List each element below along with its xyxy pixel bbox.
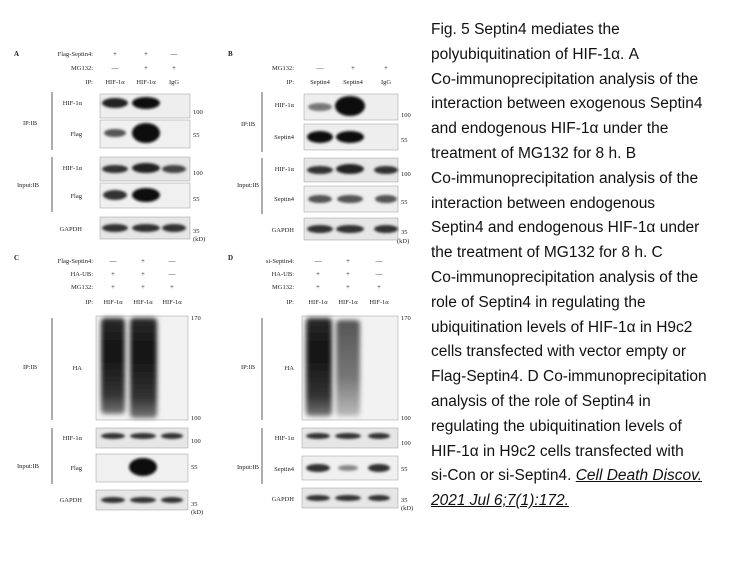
panel-d-ip-group-label: IP:IB <box>240 364 256 371</box>
panel-a-mw-marker: 55 <box>193 196 200 203</box>
panel-a-ip-label: IP: <box>85 79 93 86</box>
panel-b-band <box>374 166 398 174</box>
panel-b-ip-lane-3: IgG <box>380 79 392 86</box>
panel-d-letter: D <box>228 254 234 262</box>
panel-a-ip-group-label: IP:IB <box>22 120 38 127</box>
caption-line: Flag-Septin4. D Co-immunoprecipitation <box>431 368 707 386</box>
panel-d-blot-label: GAPDH <box>271 496 294 503</box>
panel-a-kd-unit: (kD) <box>193 236 206 243</box>
caption-line: Septin4 and endogenous HIF-1α under <box>431 219 700 237</box>
panel-d-band <box>368 495 390 501</box>
panel-c-ip-group-label: IP:IB <box>22 364 38 371</box>
panel-d-smear <box>306 318 332 416</box>
panel-d-cond-1-label: si-Septin4: <box>265 258 294 265</box>
panel-a <box>14 50 205 243</box>
panel-a-blot-label: HIF-1α <box>62 165 82 172</box>
panel-b-band <box>336 225 364 233</box>
panel-c-cond-1-sign-1: — <box>109 257 117 265</box>
panel-b-ip-group-label: IP:IB <box>240 121 256 128</box>
panel-b-band <box>307 225 333 233</box>
panel-a-band <box>103 190 127 200</box>
citation-link[interactable]: Cell Death Discov. <box>575 467 703 485</box>
panel-b-ip-label: IP: <box>286 79 294 86</box>
panel-d-cond-2-sign-2: + <box>346 270 350 278</box>
panel-b-band <box>308 195 332 203</box>
panel-c-blot-label: GAPDH <box>59 497 82 504</box>
panel-a-input-group-label: Input:IB <box>16 182 40 189</box>
panel-c-band <box>130 497 156 503</box>
panel-b-cond-1-sign-1: — <box>316 64 324 72</box>
panel-b-band <box>308 103 332 111</box>
panel-d-band <box>306 433 330 439</box>
panel-c-band <box>161 433 183 439</box>
panel-d-smear <box>336 320 360 416</box>
panel-c-cond-2-label: HA-UB: <box>70 271 93 278</box>
panel-a-band <box>162 224 186 232</box>
panel-b-input-group-label: Input:IB <box>236 182 260 189</box>
panel-d-mw-marker: 100 <box>401 440 411 447</box>
panel-d-cond-2-sign-3: — <box>375 270 383 278</box>
panel-d-blot-label: HA <box>284 365 294 372</box>
panel-a-band <box>132 97 160 109</box>
panel-a-band <box>132 188 160 202</box>
panel-a-cond-1-sign-2: + <box>144 50 148 58</box>
panel-d-mw-marker: 55 <box>401 466 408 473</box>
panel-b-blot-label: Septin4 <box>274 134 294 141</box>
panel-d-input-group-label: Input:IB <box>236 464 260 471</box>
caption-line: HIF-1α in H9c2 cells transfected with <box>431 442 684 460</box>
caption-line: interaction between exogenous Septin4 <box>431 95 703 113</box>
panel-a-mw-marker: 100 <box>193 109 203 116</box>
panel-a-band <box>102 98 128 108</box>
panel-c-cond-2-sign-2: + <box>141 270 145 278</box>
panel-c-cond-3-sign-2: + <box>141 283 145 291</box>
caption-line: and endogenous HIF-1α under the <box>431 120 669 138</box>
panel-c-kd-unit: (kD) <box>191 509 204 516</box>
panel-b-band <box>335 96 365 116</box>
panel-a-cond-1-sign-3: — <box>170 50 178 58</box>
panel-a-mw-marker: 100 <box>193 170 203 177</box>
panel-b-band <box>375 195 397 203</box>
panel-c-ip-lane-2: HIF-1α <box>133 299 153 306</box>
panel-a-ip-lane-3: IgG <box>168 79 180 86</box>
panel-a-band <box>162 165 186 173</box>
panel-b-kd-unit: (kD) <box>397 238 410 245</box>
caption-line: Co-immunoprecipitation analysis of the <box>431 268 699 286</box>
panel-c-smear <box>130 318 157 418</box>
panel-c-cond-3-label: MG132: <box>70 284 93 291</box>
panel-a-ip-lane-2: HIF-1α <box>136 79 156 86</box>
caption-line <box>431 489 749 514</box>
panel-d-cond-2-sign-1: + <box>316 270 320 278</box>
panel-d-cond-3-sign-3: + <box>377 283 381 291</box>
panel-d-cond-3-label: MG132: <box>271 284 294 291</box>
panel-d-kd-unit: (kD) <box>401 505 414 512</box>
panel-c-mw-marker: 55 <box>191 464 198 471</box>
panel-c-smear <box>101 318 125 414</box>
panel-c-mw-marker: 100 <box>191 415 201 422</box>
panel-d-cond-3-sign-2: + <box>346 283 350 291</box>
panel-a-cond-2-sign-1: — <box>111 64 119 72</box>
panel-b-mw-marker: 55 <box>401 137 408 144</box>
panel-d-ip-lane-2: HIF-1α <box>338 299 358 306</box>
caption-line: treatment of MG132 for 8 h. B <box>431 144 637 162</box>
panel-a-band <box>104 129 126 137</box>
panel-c <box>14 254 203 516</box>
panel-a-blot-label: Flag <box>70 131 82 138</box>
panel-d-cond-1-sign-1: — <box>314 257 322 265</box>
panel-d-ip-lane-3: HIF-1α <box>369 299 389 306</box>
panel-c-input-group-label: Input:IB <box>16 463 40 470</box>
panel-c-cond-1-label: Flag-Septin4: <box>57 258 93 265</box>
caption-line: Co-immunoprecipitation analysis of the <box>431 70 699 88</box>
panel-d-cond-1-sign-3: — <box>375 257 383 265</box>
panel-a-blot-label: HIF-1α <box>62 100 82 107</box>
panel-d-cond-1-sign-2: + <box>346 257 350 265</box>
panel-d-ip-lane-1: HIF-1α <box>308 299 328 306</box>
panel-a-band <box>132 224 160 232</box>
panel-a-mw-marker: 35 <box>193 228 200 235</box>
caption-line: analysis of the role of Septin4 in <box>431 392 651 410</box>
panel-c-blot-label: HA <box>72 365 82 372</box>
panel-b-ip-lane-2: Septin4 <box>343 79 363 86</box>
panel-c-ip-lane-3: HIF-1α <box>162 299 182 306</box>
panel-d-band <box>338 465 358 471</box>
panel-c-cond-2-sign-3: — <box>168 270 176 278</box>
panel-c-band <box>101 433 125 439</box>
panel-c-band <box>101 497 125 503</box>
panel-a-ip-lane-1: HIF-1α <box>105 79 125 86</box>
panel-d-mw-marker: 100 <box>401 415 411 422</box>
caption-line: the treatment of MG132 for 8 h. C <box>431 244 663 262</box>
panel-b-blot-label: HIF-1α <box>274 102 294 109</box>
panel-a-mw-marker: 55 <box>193 132 200 139</box>
panel-c-band <box>130 433 156 439</box>
panel-b-band <box>337 195 363 203</box>
figure-caption <box>431 18 749 514</box>
panel-c-blot-label: Flag <box>70 465 82 472</box>
panel-d-mw-marker: 170 <box>401 315 411 322</box>
caption-line-last <box>431 464 749 489</box>
caption-line: Fig. 5 Septin4 mediates the <box>431 21 620 38</box>
panel-b <box>228 50 411 245</box>
panel-d <box>228 254 413 512</box>
caption-line: polyubiquitination of HIF-1α. A <box>431 45 639 63</box>
panel-b-mw-marker: 35 <box>401 229 408 236</box>
panel-b-blot-label: HIF-1α <box>274 166 294 173</box>
panel-c-cond-3-sign-3: + <box>170 283 174 291</box>
panel-a-cond-1-label: Flag-Septin4: <box>57 51 93 58</box>
panel-c-mw-marker: 170 <box>191 315 201 322</box>
panel-a-cond-1-sign-1: + <box>113 50 117 58</box>
panel-a-band <box>132 123 160 143</box>
panel-d-blot-label: Septin4 <box>274 466 294 473</box>
caption-line: cells transfected with vector empty or <box>431 343 686 361</box>
citation-link[interactable]: 2021 Jul 6;7(1):172. <box>431 492 569 510</box>
panel-c-cond-1-sign-3: — <box>168 257 176 265</box>
panel-b-blot-label: Septin4 <box>274 196 294 203</box>
panel-d-band <box>368 433 390 439</box>
panel-b-letter: B <box>228 50 233 58</box>
panel-d-band <box>306 495 330 501</box>
panel-a-letter: A <box>14 50 20 58</box>
panel-c-cond-2-sign-1: + <box>111 270 115 278</box>
panel-b-cond-1-sign-2: + <box>351 64 355 72</box>
panel-c-band <box>161 497 183 503</box>
panel-d-blot-label: HIF-1α <box>274 435 294 442</box>
panel-a-cond-2-label: MG132: <box>70 65 93 72</box>
caption-line: Co-immunoprecipitation analysis of the <box>431 169 699 187</box>
panel-b-band <box>374 225 398 233</box>
panel-b-cond-1-label: MG132: <box>271 65 294 72</box>
panel-a-cond-2-sign-3: + <box>172 64 176 72</box>
panel-a-cond-2-sign-2: + <box>144 64 148 72</box>
panel-d-band <box>335 433 361 439</box>
panel-b-ip-lane-1: Septin4 <box>310 79 330 86</box>
panel-b-band <box>307 166 333 174</box>
panel-c-cond-1-sign-2: + <box>141 257 145 265</box>
panel-a-blot-label: Flag <box>70 193 82 200</box>
panel-b-mw-marker: 55 <box>401 199 408 206</box>
caption-line: role of Septin4 in regulating the <box>431 293 646 311</box>
panel-c-mw-marker: 35 <box>191 501 198 508</box>
panel-d-band <box>306 464 330 472</box>
panel-b-band <box>307 131 333 143</box>
panel-d-cond-3-sign-1: + <box>316 283 320 291</box>
caption-line: ubiquitination levels of HIF-1α in H9c2 <box>431 318 693 336</box>
panel-c-cond-3-sign-1: + <box>111 283 115 291</box>
caption-text: si-Con or si-Septin4. <box>431 467 576 485</box>
panel-b-mw-marker: 100 <box>401 171 411 178</box>
caption-line: interaction between endogenous <box>431 194 656 212</box>
panel-d-mw-marker: 35 <box>401 497 408 504</box>
panel-b-cond-1-sign-3: + <box>384 64 388 72</box>
panel-a-band <box>102 224 128 232</box>
panel-a-band <box>132 163 160 173</box>
panel-c-ip-lane-1: HIF-1α <box>103 299 123 306</box>
panel-c-mw-marker: 100 <box>191 438 201 445</box>
panel-c-blot-label: HIF-1α <box>62 435 82 442</box>
panel-d-band <box>335 495 361 501</box>
panel-c-ip-label: IP: <box>85 299 93 306</box>
panel-a-blot-label: GAPDH <box>59 226 82 233</box>
panel-b-blot-label: GAPDH <box>271 227 294 234</box>
panel-b-band <box>336 131 364 143</box>
panel-d-cond-2-label: HA-UB: <box>271 271 294 278</box>
panel-b-band <box>336 164 364 174</box>
panel-d-ip-label: IP: <box>286 299 294 306</box>
panel-c-letter: C <box>14 254 20 262</box>
panel-b-mw-marker: 100 <box>401 112 411 119</box>
panel-c-band <box>129 458 157 476</box>
caption-line: regulating the ubiquitination levels of <box>431 417 682 435</box>
panel-d-band <box>368 464 390 472</box>
panel-a-band <box>102 165 128 173</box>
